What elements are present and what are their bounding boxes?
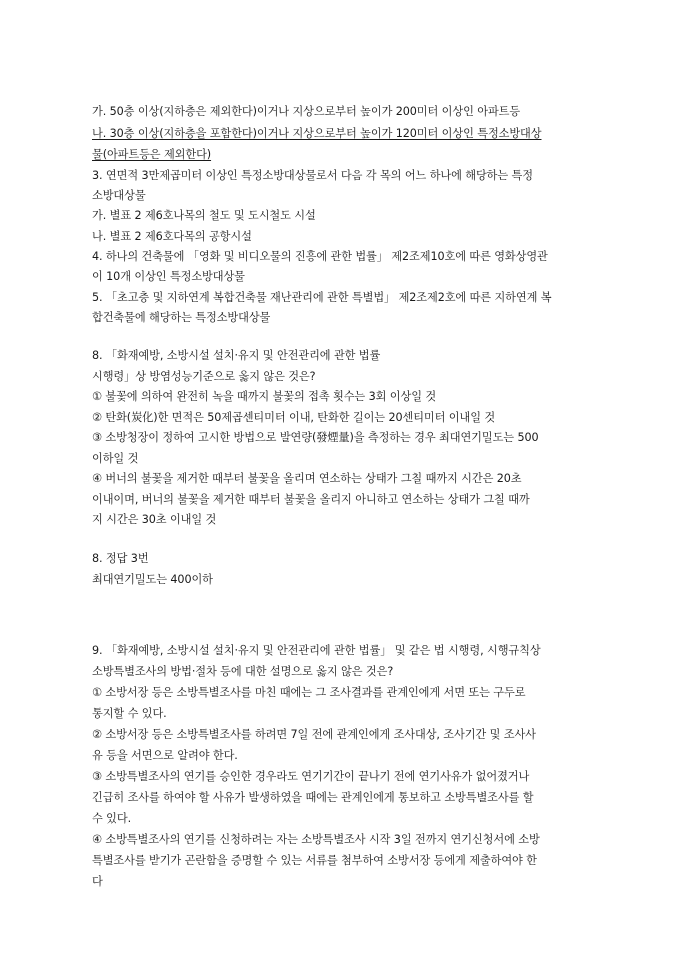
answer-label: 8. 정답 3번	[92, 552, 149, 565]
choice-3-cont: 긴급히 조사를 하여야 할 사유가 발생하였을 때에는 관계인에게 통보하고 소방특별조사를 할	[92, 791, 534, 804]
question-text: 9. 「화재예방, 소방시설 설치·유지 및 안전관리에 관한 법률」 및 같은 법 시행령, 시행규칙상	[92, 644, 541, 657]
choice-3-cont: 이하일 것	[92, 452, 139, 465]
choice-1-cont: 통지할 수 있다.	[92, 707, 167, 720]
question-text: 소방특별조사의 방법·절차 등에 대한 설명으로 옳지 않은 것은?	[92, 665, 394, 678]
list-line: 소방대상물	[92, 189, 146, 202]
list-line: 5. 「초고층 및 지하연계 복합건축물 재난관리에 관한 특별법」 제2조제2호에 따른 지하연계 복	[92, 291, 552, 304]
list-line: 가. 50층 이상(지하층은 제외한다)이거나 지상으로부터 높이가 200미터 이상인 아파트등	[92, 105, 521, 118]
choice-4: ④ 버너의 불꽃을 제거한 때부터 불꽃을 올리며 연소하는 상태가 그칠 때까지 시간은 20초	[92, 472, 522, 485]
choice-3: ③ 소방특별조사의 연기를 승인한 경우라도 연기기간이 끝나기 전에 연기사유가 없어졌거나	[92, 770, 530, 783]
choice-4-cont: 이내이며, 버너의 불꽃을 제거한 때부터 불꽃을 올리지 아니하고 연소하는 상태가 그칠 때까	[92, 493, 530, 506]
list-line: 4. 하나의 건축물에 「영화 및 비디오물의 진흥에 관한 법률」 제2조제10호에 따른 영화상영관	[92, 250, 548, 263]
list-line: 합건축물에 해당하는 특정소방대상물	[92, 311, 271, 324]
choice-4: ④ 소방특별조사의 연기를 신청하려는 자는 소방특별조사 시작 3일 전까지 연기신청서에 소방	[92, 833, 540, 846]
answer-explanation: 최대연기밀도는 400이하	[92, 573, 213, 586]
choice-4-cont: 지 시간은 30초 이내일 것	[92, 513, 217, 526]
choice-1: ① 불꽃에 의하여 완전히 녹을 때까지 불꽃의 접촉 횟수는 3회 이상일 것	[92, 390, 437, 403]
question-text: 시행령」상 방염성능기준으로 옳지 않은 것은?	[92, 370, 316, 383]
choice-4-cont: 다	[92, 875, 103, 888]
choice-2-cont: 유 등을 서면으로 알려야 한다.	[92, 749, 238, 762]
choice-3: ③ 소방청장이 정하여 고시한 방법으로 발연량(發煙量)을 측정하는 경우 최대연기밀도는 500	[92, 431, 539, 444]
list-line: 이 10개 이상인 특정소방대상물	[92, 270, 245, 283]
list-line: 물(아파트등은 제외한다)	[92, 148, 212, 161]
list-line: 나. 30층 이상(지하층을 포함한다)이거나 지상으로부터 높이가 120미터 이상인 특정소방대상	[92, 127, 542, 140]
list-line: 가. 별표 2 제6호나목의 철도 및 도시철도 시설	[92, 209, 316, 222]
list-line: 3. 연면적 3만제곱미터 이상인 특정소방대상물로서 다음 각 목의 어느 하나에 해당하는 특정	[92, 169, 533, 182]
question-text: 8. 「화재예방, 소방시설 설치·유지 및 안전관리에 관한 법률	[92, 349, 381, 362]
choice-2: ② 소방서장 등은 소방특별조사를 하려면 7일 전에 관계인에게 조사대상, 조사기간 및 조사사	[92, 728, 536, 741]
choice-3-cont: 수 있다.	[92, 812, 132, 825]
choice-4-cont: 특별조사를 받기가 곤란함을 증명할 수 있는 서류를 첨부하여 소방서장 등에게 제출하여야 한	[92, 854, 537, 867]
choice-1: ① 소방서장 등은 소방특별조사를 마친 때에는 그 조사결과를 관계인에게 서면 또는 구두로	[92, 686, 526, 699]
choice-2: ② 탄화(炭化)한 면적은 50제곱센티미터 이내, 탄화한 길이는 20센티미터 이내일 것	[92, 411, 496, 424]
list-line: 나. 별표 2 제6호다목의 공항시설	[92, 230, 252, 243]
